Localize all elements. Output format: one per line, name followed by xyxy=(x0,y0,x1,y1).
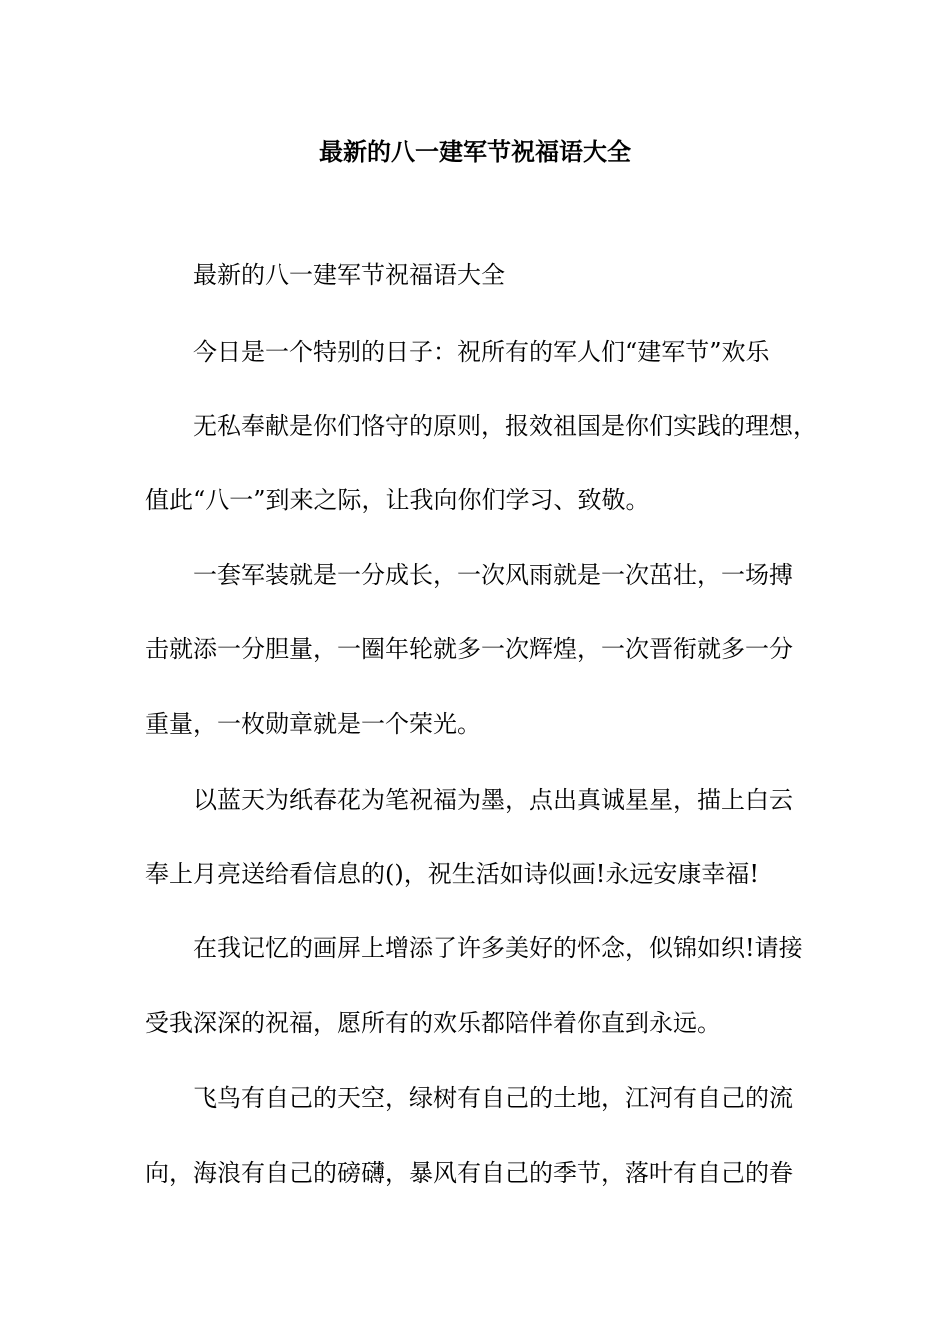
paragraph-line: 以蓝天为纸春花为笔祝福为墨，点出真诚星星，描上白云 xyxy=(193,786,793,814)
document-title: 最新的八一建军节祝福语大全 xyxy=(319,137,631,166)
paragraph-line: 值此“八一”到来之际，让我向你们学习、致敬。 xyxy=(145,486,650,514)
paragraph-line: 击就添一分胆量，一圈年轮就多一次辉煌，一次晋衔就多一分 xyxy=(145,635,793,663)
paragraph-line: 一套军装就是一分成长，一次风雨就是一次茁壮，一场搏 xyxy=(193,561,793,589)
paragraph-line: 飞鸟有自己的天空，绿树有自己的土地，江河有自己的流 xyxy=(193,1084,793,1112)
paragraph-line: 受我深深的祝福，愿所有的欢乐都陪伴着你直到永远。 xyxy=(145,1009,721,1037)
paragraph-line: 无私奉献是你们恪守的原则，报效祖国是你们实践的理想， xyxy=(193,412,817,440)
paragraph-line: 向，海浪有自己的磅礴，暴风有自己的季节，落叶有自己的眷 xyxy=(145,1159,793,1187)
paragraph-line: 在我记忆的画屏上增添了许多美好的怀念，似锦如织!请接 xyxy=(193,934,803,962)
paragraph-line: 重量，一枚勋章就是一个荣光。 xyxy=(145,710,481,738)
paragraph-line: 奉上月亮送给看信息的()，祝生活如诗似画!永远安康幸福! xyxy=(145,860,760,888)
paragraph-line: 最新的八一建军节祝福语大全 xyxy=(193,261,505,289)
paragraph-line: 今日是一个特别的日子：祝所有的军人们“建军节”欢乐 xyxy=(193,338,770,366)
